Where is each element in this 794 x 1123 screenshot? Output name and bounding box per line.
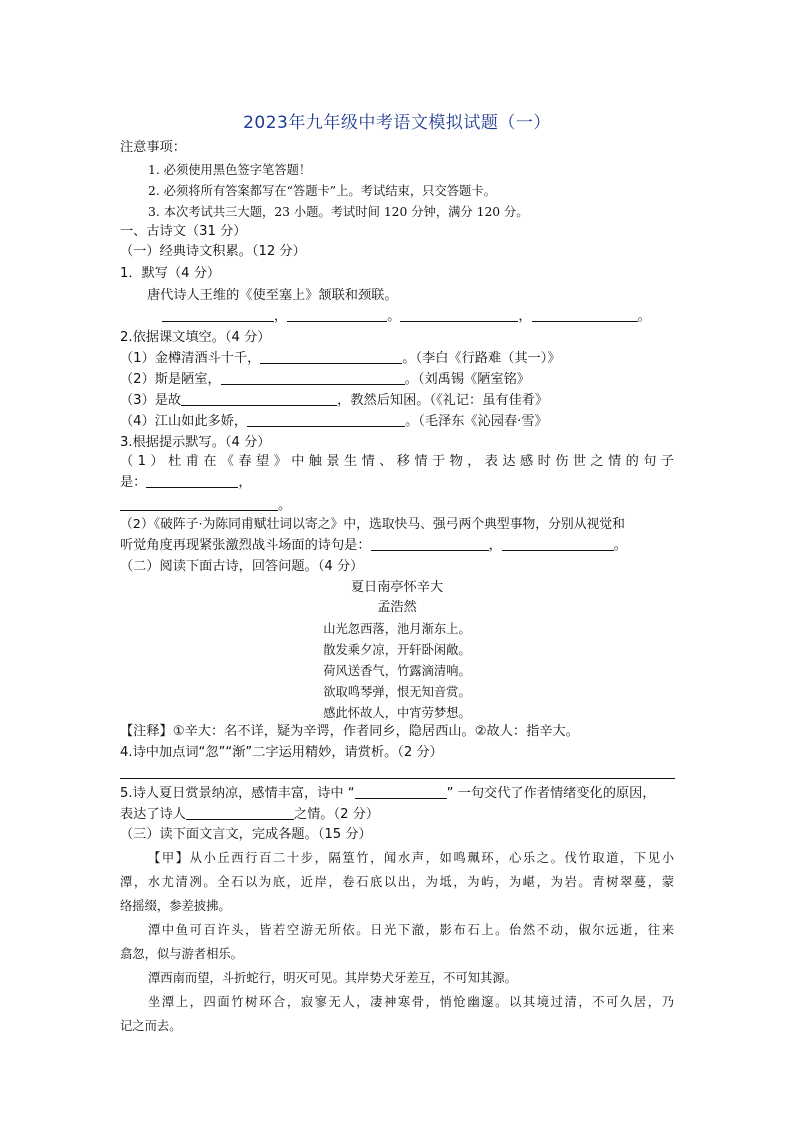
classical-line: 潭西南而望，斗折蛇行，明灭可见。其岸势犬牙差互，不可知其源。 [148,971,517,985]
poem-line: 山光忽西落，池月渐东上。 [323,622,471,636]
classical-line: 潭中鱼可百许头，皆若空游无所依。日光下澈，影布石上。佁然不动，俶尔远逝，往来 [148,923,674,937]
question-5-line2 [120,805,379,825]
answer-blank[interactable] [502,536,614,551]
notice-item: 1. 必须使用黑色签字笔答题！ [148,163,312,177]
question-2-item [120,391,548,411]
question-1-answer-line [162,307,651,327]
question-3-sub2: （2）《破阵子·为陈同甫赋壮词以寄之》中，选取快马、强弓两个典型事物，分别从视觉和 [120,517,625,532]
item-source: 。（李白《行路难（其一）》 [402,351,561,366]
question-5-line1 [120,784,655,804]
item-text: （1）金樽清酒斗十千， [120,351,261,366]
answer-blank[interactable] [371,536,489,551]
answer-blank[interactable] [260,349,402,364]
poem-line: 荷风送香气，竹露滴清响。 [323,664,471,678]
question-4: 4.诗中加点词“忽”“渐”二字运用精妙，请赏析。（2 分） [120,745,443,760]
answer-blank[interactable] [146,473,238,488]
punct: 。 [637,309,651,324]
question-3-sub2-answer [120,536,627,556]
question-1-prompt: 唐代诗人王维的《使至塞上》颔联和颈联。 [147,288,398,303]
item-text: 是： [120,475,147,490]
answer-blank[interactable] [120,496,278,511]
answer-rule[interactable] [120,778,675,779]
answer-blank[interactable] [400,307,518,322]
answer-blank[interactable] [287,307,387,322]
item-text: 5.诗人夏日赏景纳凉，感情丰富，诗中 “ [120,786,355,801]
punct: ， [488,538,502,553]
question-2-item [120,349,561,369]
item-source: ，教然后知困。（《礼记：虽有佳肴》 [337,393,549,408]
poem-line: 感此怀故人，中宵劳梦想。 [323,706,471,720]
answer-blank[interactable] [532,307,638,322]
punct: ， [518,309,532,324]
item-text: 听觉角度再现紧张激烈战斗场面的诗句是： [120,538,371,553]
item-source: 。（毛泽东《沁园春·雪》 [405,414,548,429]
punct: 。 [278,498,292,513]
notice-item: 3. 本次考试共三大题，23 小题。考试时间 120 分钟，满分 120 分。 [148,205,529,219]
item-text: （2）斯是陋室， [120,372,221,387]
item-text: 表达了诗人 [120,807,186,822]
notice-heading: 注意事项： [120,140,186,155]
item-text: 之情。（2 分） [293,807,380,822]
answer-blank[interactable] [186,805,294,820]
item-text: （3）是故 [120,393,182,408]
classical-line: 【甲】从小丘西行百二十步，隔篁竹，闻水声，如鸣珮环，心乐之。伐竹取道，下见小 [148,851,674,865]
classical-line: 坐潭上，四面竹树环合，寂寥无人，凄神寒骨，悄怆幽邃。以其境过清，不可久居，乃 [148,995,674,1009]
question-3-sub1: （1）杜甫在《春望》中触景生情、移情于物，表达感时伤世之情的句子 [120,454,674,469]
section-heading: （三）读下面文言文，完成各题。（15 分） [120,827,372,842]
answer-blank[interactable] [181,391,337,406]
punct: ， [238,475,252,490]
poem-line: 散发乘夕凉，开轩卧闲敞。 [323,643,471,657]
question-2-item [120,412,548,432]
question-2-item [120,370,530,390]
punct: 。 [613,538,627,553]
classical-line: 记之而去。 [120,1019,182,1033]
classical-line: 潭，水尤清冽。全石以为底，近岸，卷石底以出，为坻，为屿，为嵁，为岩。青树翠蔓，蒙 [120,875,674,889]
question-1-label: 1．默写（4 分） [120,266,221,281]
punct: 。 [387,309,401,324]
poem-note: 【注释】①辛大：名不详，疑为辛谔，作者同乡，隐居西山。②故人：指辛大。 [120,724,579,739]
section-heading: （一）经典诗文积累。（12 分） [120,244,306,259]
poem-line: 欲取鸣琴弹，恨无知音赏。 [323,685,471,699]
answer-blank[interactable] [221,370,405,385]
section-heading: （二）阅读下面古诗，回答问题。（4 分） [120,559,364,574]
question-2-label: 2.依据课文填空。（4 分） [120,330,271,345]
item-text: （4）江山如此多娇， [120,414,248,429]
classical-line: 翕忽，似与游者相乐。 [120,947,243,961]
poem-title: 夏日南亭怀辛大 [350,580,444,595]
item-text: ” 一句交代了作者情绪变化的原因， [446,786,656,801]
punct: ， [274,309,288,324]
poem-author: 孟浩然 [377,600,417,615]
question-3-label: 3.根据提示默写。（4 分） [120,435,271,450]
question-3-sub1-answer2 [120,496,291,516]
page-title: 2023年九年级中考语文模拟试题（一） [243,113,551,133]
question-3-sub1-answer [120,473,252,493]
item-source: 。（刘禹锡《陋室铭》 [404,372,530,387]
part1-heading: 一、古诗文（31 分） [120,224,247,239]
notice-item: 2. 必须将所有答案都写在“答题卡”上。考试结束，只交答题卡。 [148,184,496,198]
answer-blank[interactable] [355,784,447,799]
answer-blank[interactable] [162,307,274,322]
classical-line: 络摇缀，参差披拂。 [120,899,231,913]
answer-blank[interactable] [247,412,405,427]
